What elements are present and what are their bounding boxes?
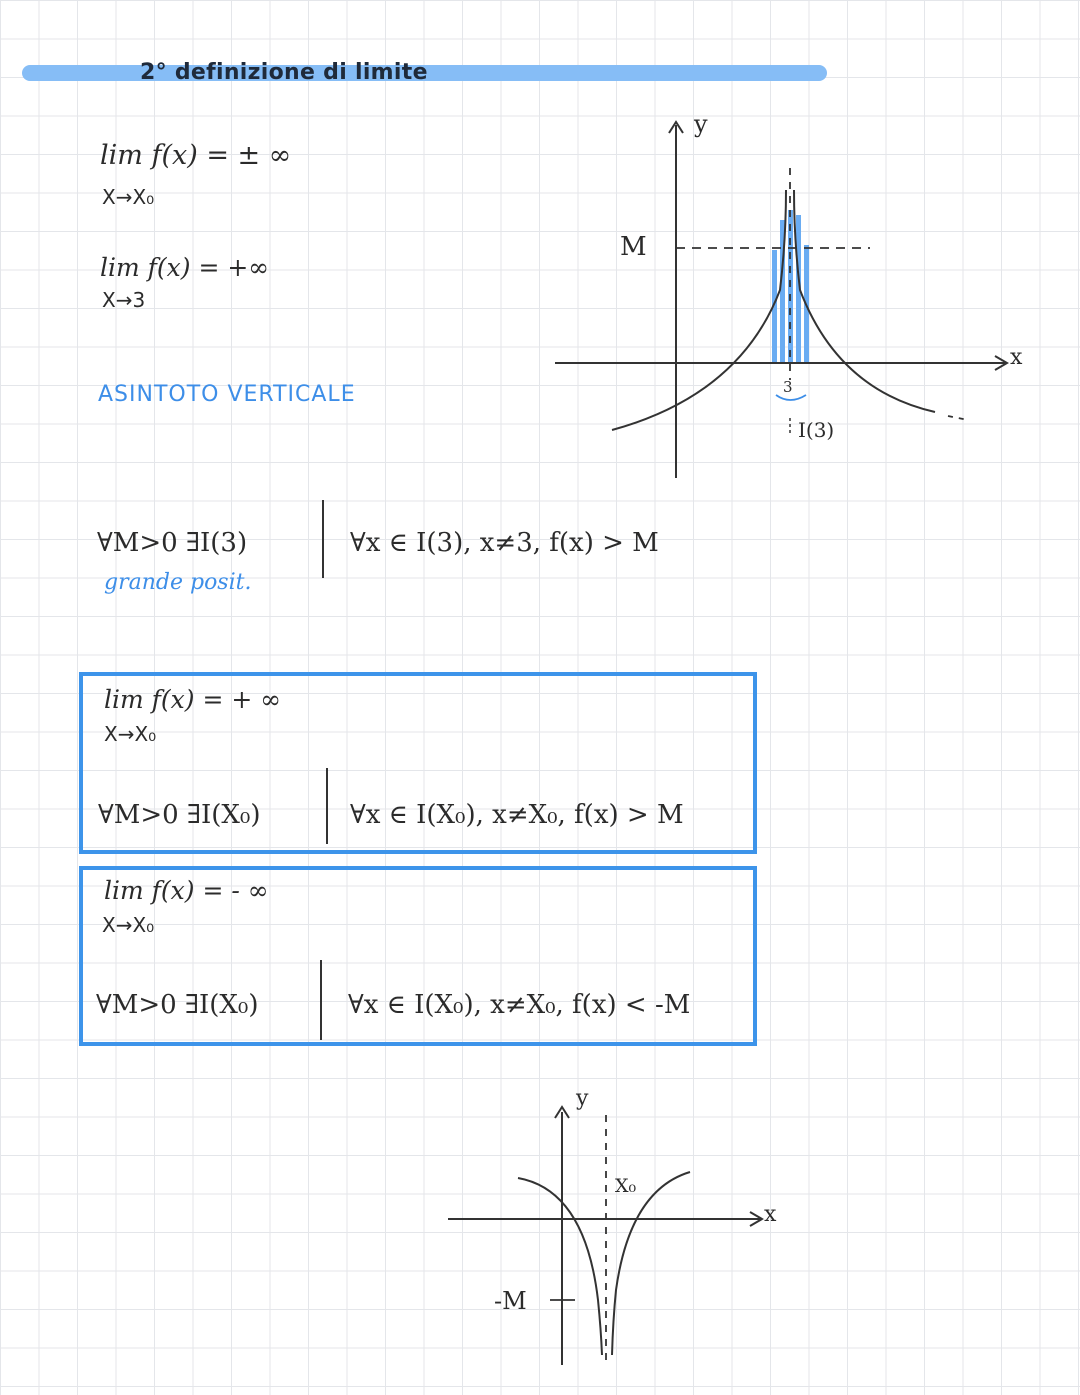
vertical-asymptote-note: ASINTOTO VERTICALE <box>98 382 356 407</box>
box2-limit-sub: X→X₀ <box>102 913 155 937</box>
graph2-y-label: y <box>576 1086 589 1111</box>
box1-quantifier: ∀M>0 ∃I(X₀) <box>98 800 261 830</box>
general-limit: lim f(x) = ± ∞ <box>100 140 292 171</box>
box1-limit: lim f(x) = + ∞ <box>104 685 282 714</box>
graph2-curve-right <box>612 1172 690 1355</box>
graph1-point-label: 3 <box>783 378 793 396</box>
box1-limit-sub: X→X₀ <box>104 722 157 746</box>
box2-limit: lim f(x) = - ∞ <box>104 876 269 905</box>
graph2-point-label: X₀ <box>615 1175 637 1197</box>
general-limit-sub: X→X₀ <box>102 185 155 209</box>
example-condition: ∀x ∈ I(3), x≠3, f(x) > M <box>350 528 659 558</box>
box2-quantifier: ∀M>0 ∃I(X₀) <box>96 990 259 1020</box>
graph1-m-label: M <box>620 232 647 262</box>
graph1-y-label: y <box>694 110 708 138</box>
example-limit: lim f(x) = +∞ <box>100 253 270 282</box>
example-quantifier: ∀M>0 ∃I(3) <box>97 528 248 558</box>
graph2-x-label: x <box>764 1202 777 1227</box>
graph1-x-label: x <box>1010 345 1023 370</box>
graph2-m-label: -M <box>494 1287 527 1315</box>
example-limit-sub: X→3 <box>102 288 146 312</box>
example-hint: grande posit. <box>104 570 252 595</box>
page-title: 2° definizione di limite <box>140 60 428 85</box>
graph1-interval-label: I(3) <box>798 418 835 442</box>
box2-condition: ∀x ∈ I(X₀), x≠X₀, f(x) < -M <box>348 990 691 1020</box>
graph2-curve-left <box>518 1178 602 1355</box>
box1-condition: ∀x ∈ I(X₀), x≠X₀, f(x) > M <box>350 800 684 830</box>
